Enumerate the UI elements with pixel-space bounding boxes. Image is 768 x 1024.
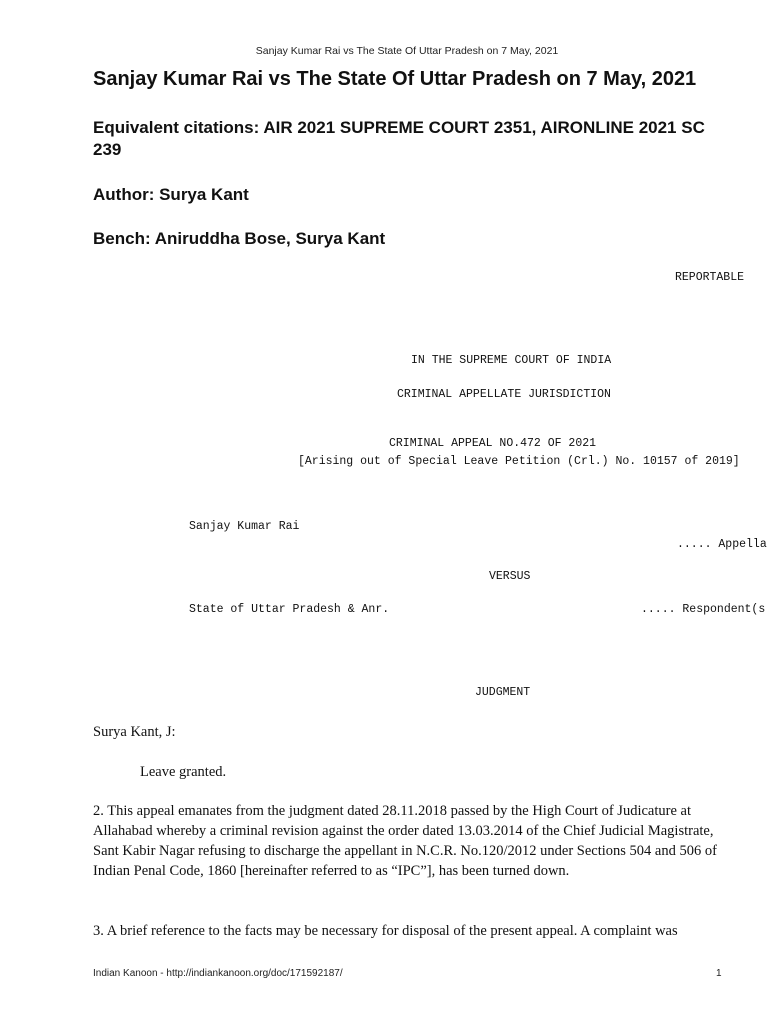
judge-name: Surya Kant, J: <box>93 724 176 740</box>
respondent-role: ..... Respondent(s <box>641 603 766 616</box>
appellant-role: ..... Appella <box>677 538 767 551</box>
document-title: Sanjay Kumar Rai vs The State Of Uttar Pradesh on 7 May, 2021 <box>93 68 697 90</box>
citations: Equivalent citations: AIR 2021 SUPREME COURT 2351, AIRONLINE 2021 SC 239 <box>93 118 705 159</box>
leave-granted: Leave granted. <box>140 764 227 780</box>
versus: VERSUS <box>489 570 531 583</box>
bench: Bench: Aniruddha Bose, Surya Kant <box>93 229 386 248</box>
author: Author: Surya Kant <box>93 185 249 204</box>
case-number: CRIMINAL APPEAL NO.472 OF 2021 <box>389 437 597 450</box>
page-number: 1 <box>716 968 722 979</box>
paragraph-2: 2. This appeal emanates from the judgment dated 28.11.2018 passed by the High Court of Judicature at Allahabad whereby a criminal revision against the order dated 13.03.2014 of the Chief Judicial Magistrate, Sant Kabir Nagar refusing to discharge the appellant in N.C.R. No.120/2012 under Sections 504 and 506 of Indian Penal Code, 1860 [hereinafter referred to as “IPC”], has been turned down. <box>93 803 717 879</box>
judgment-heading: JUDGMENT <box>475 686 531 699</box>
running-header: Sanjay Kumar Rai vs The State Of Uttar Pradesh on 7 May, 2021 <box>255 45 559 57</box>
reportable-label: REPORTABLE <box>675 271 745 284</box>
footer-source: Indian Kanoon - http://indiankanoon.org/doc/171592187/ <box>93 968 343 979</box>
jurisdiction: CRIMINAL APPELLATE JURISDICTION <box>397 388 611 401</box>
paragraph-3: 3. A brief reference to the facts may be necessary for disposal of the present appeal. A complaint was <box>93 923 678 939</box>
respondent-name: State of Uttar Pradesh & Anr. <box>189 603 390 616</box>
arising-from: [Arising out of Special Leave Petition (Crl.) No. 10157 of 2019] <box>298 455 740 468</box>
court-name: IN THE SUPREME COURT OF INDIA <box>411 354 612 367</box>
appellant-name: Sanjay Kumar Rai <box>189 520 300 533</box>
